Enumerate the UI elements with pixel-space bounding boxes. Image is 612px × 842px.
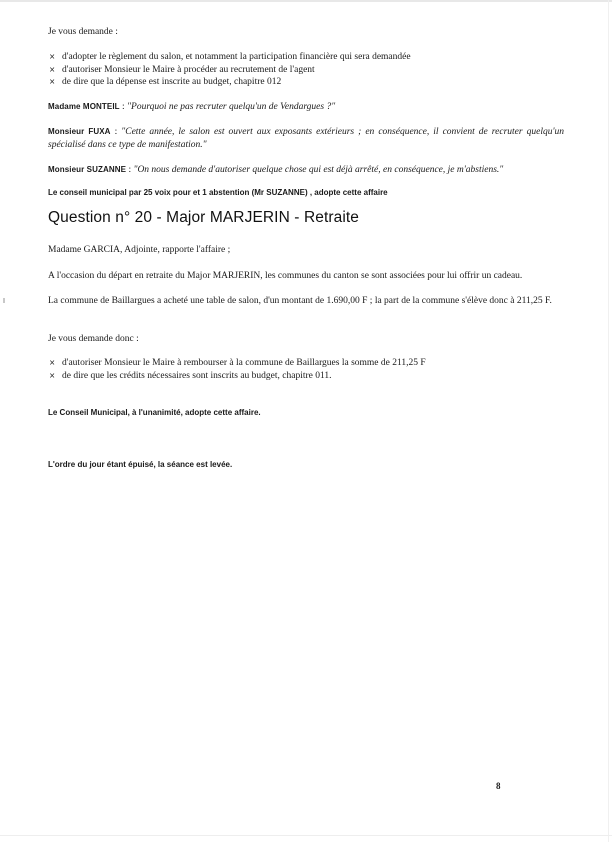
speech-text: "On nous demande d'autoriser quelque chose qui est déjà arrêté, en conséquence, je m'abstiens." — [133, 165, 504, 175]
reporter-line: Madame GARCIA, Adjointe, rapporte l'affaire ; — [48, 245, 231, 255]
list-item: × de dire que les crédits nécessaires sont inscrits au budget, chapitre 011. — [49, 370, 332, 381]
scan-top-edge — [0, 0, 612, 2]
scan-right-edge — [608, 0, 609, 842]
bullet-x-icon: × — [49, 77, 56, 86]
speaker-name: Monsieur FUXA — [48, 127, 111, 136]
bullet-x-icon: × — [49, 52, 56, 61]
speaker-name: Madame MONTEIL — [48, 102, 120, 111]
list-item: × d'autoriser Monsieur le Maire à rembourser à la commune de Baillargues la somme de 211,25 F — [49, 358, 426, 368]
list-item: × d'adopter le règlement du salon, et notamment la participation financière qui sera demandée — [49, 52, 411, 62]
scan-bottom-edge — [0, 835, 612, 836]
paragraph-occasion: A l'occasion du départ en retraite du Major MARJERIN, les communes du canton se sont associées pour lui offrir un cadeau. — [48, 271, 523, 281]
vote-result-2: Le Conseil Municipal, à l'unanimité, adopte cette affaire. — [48, 408, 261, 417]
list-item: × de dire que la dépense est inscrite au budget, chapitre 012 — [49, 77, 282, 87]
bullet-x-icon: × — [49, 358, 56, 367]
request-list-2 — [48, 357, 426, 382]
page-number: 8 — [496, 781, 501, 791]
speech-text: "Pourquoi ne pas recruter quelqu'un de Vendargues ?" — [127, 102, 336, 112]
scan-margin-mark — [3, 298, 5, 303]
closing-line: L'ordre du jour étant épuisé, la séance est levée. — [48, 460, 233, 469]
bullet-x-icon: × — [49, 64, 56, 74]
vote-result-1: Le conseil municipal par 25 voix pour et 1 abstention (Mr SUZANNE) , adopte cette affaire — [48, 188, 388, 197]
paragraph-purchase: La commune de Baillargues a acheté une table de salon, d'un montant de 1.690,00 F ; la part de la commune s'élève donc à 211,25 F. — [48, 296, 552, 306]
speech-fuxa: Monsieur FUXA : "Cette année, le salon est ouvert aux exposants extérieurs ; en conséquence, il convient de recruter quelqu'un spécialisé dans ce type de manifestation." — [48, 127, 565, 150]
question-heading: Question n° 20 - Major MARJERIN - Retraite — [48, 209, 360, 226]
speaker-name: Monsieur SUZANNE — [48, 165, 127, 174]
speech-text: "Cette année, le salon est ouvert aux exposants extérieurs ; en conséquence, il convient de recruter quelqu'un spécialisé dans ce type de manifestation." — [48, 127, 565, 150]
request-list — [48, 51, 411, 89]
speech-suzanne: Monsieur SUZANNE : "On nous demande d'autoriser quelque chose qui est déjà arrêté, en conséquence, je m'abstiens." — [48, 165, 504, 175]
request-intro-2: Je vous demande donc : — [48, 334, 139, 344]
speech-monteil: Madame MONTEIL : "Pourquoi ne pas recruter quelqu'un de Vendargues ?" — [48, 102, 336, 112]
list-item: × d'autoriser Monsieur le Maire à procéder au recrutement de l'agent — [49, 64, 315, 75]
request-intro: Je vous demande : — [48, 27, 118, 37]
bullet-x-icon: × — [49, 370, 56, 380]
